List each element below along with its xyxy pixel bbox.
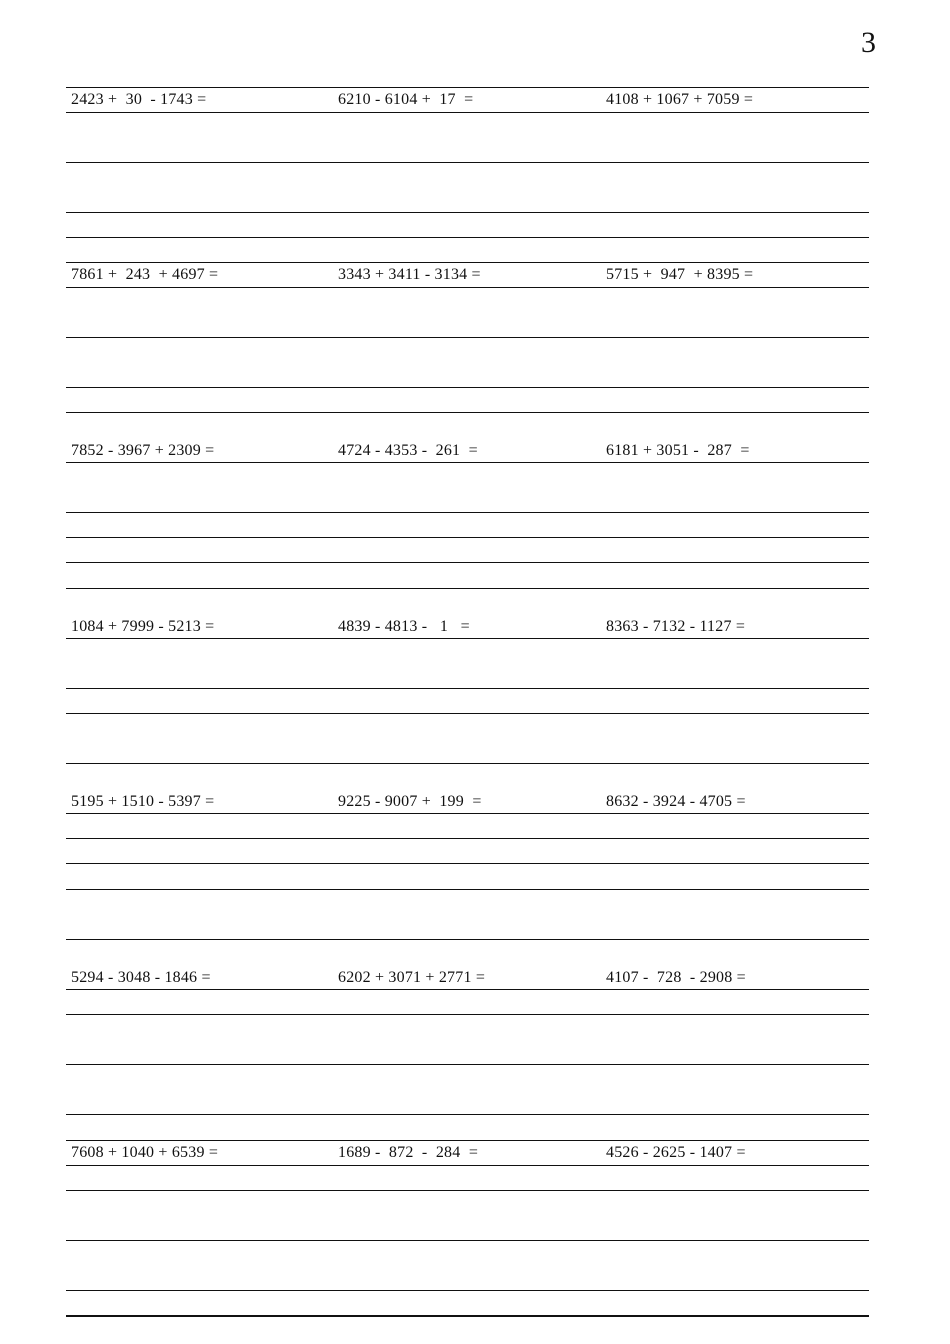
math-problem: 6202 + 3071 + 2771 = (338, 969, 486, 986)
ruled-line (66, 939, 869, 940)
ruled-line (66, 1240, 869, 1241)
ruled-line (66, 1165, 869, 1166)
ruled-line (66, 537, 869, 538)
problem-row (66, 1141, 869, 1165)
problem-row (66, 88, 869, 112)
math-problem: 5195 + 1510 - 5397 = (71, 793, 215, 810)
problem-row (66, 439, 869, 463)
math-problem: 2423 + 30 - 1743 = (71, 91, 207, 108)
math-problem: 7608 + 1040 + 6539 = (71, 1144, 219, 1161)
ruled-line (66, 562, 869, 563)
ruled-line (66, 713, 869, 714)
math-problem: 4108 + 1067 + 7059 = (606, 91, 754, 108)
ruled-line (66, 512, 869, 513)
math-problem: 7852 - 3967 + 2309 = (71, 442, 215, 459)
math-problem: 1084 + 7999 - 5213 = (71, 618, 215, 635)
ruled-line (66, 112, 869, 113)
ruled-line (66, 1290, 869, 1291)
problem-row (66, 790, 869, 814)
ruled-line (66, 237, 869, 238)
ruled-line (66, 588, 869, 589)
problem-row (66, 966, 869, 990)
problem-row (66, 263, 869, 287)
math-problem: 9225 - 9007 + 199 = (338, 793, 482, 810)
math-problem: 8632 - 3924 - 4705 = (606, 793, 746, 810)
math-problem: 4526 - 2625 - 1407 = (606, 1144, 746, 1161)
ruled-line (66, 1064, 869, 1065)
ruled-line (66, 412, 869, 413)
ruled-line (66, 688, 869, 689)
ruled-line (66, 337, 869, 338)
math-problem: 5294 - 3048 - 1846 = (71, 969, 211, 986)
ruled-line (66, 287, 869, 288)
math-problem: 1689 - 872 - 284 = (338, 1144, 479, 1161)
problem-row (66, 615, 869, 639)
ruled-line (66, 1190, 869, 1191)
math-problem: 7861 + 243 + 4697 = (71, 266, 219, 283)
math-problem: 3343 + 3411 - 3134 = (338, 266, 481, 283)
ruled-line (66, 387, 869, 388)
math-problem: 8363 - 7132 - 1127 = (606, 618, 746, 635)
ruled-line (66, 889, 869, 890)
ruled-line (66, 763, 869, 764)
page-number: 3 (861, 26, 876, 59)
ruled-line (66, 1014, 869, 1015)
math-problem: 5715 + 947 + 8395 = (606, 266, 754, 283)
ruled-line-bottom (66, 1315, 869, 1317)
ruled-line (66, 162, 869, 163)
math-problem: 6181 + 3051 - 287 = (606, 442, 750, 459)
ruled-line (66, 1114, 869, 1115)
math-problem: 4724 - 4353 - 261 = (338, 442, 478, 459)
math-problem: 4839 - 4813 - 1 = (338, 618, 470, 635)
math-problem: 6210 - 6104 + 17 = (338, 91, 474, 108)
ruled-line (66, 838, 869, 839)
ruled-line (66, 212, 869, 213)
math-problem: 4107 - 728 - 2908 = (606, 969, 746, 986)
ruled-line (66, 863, 869, 864)
